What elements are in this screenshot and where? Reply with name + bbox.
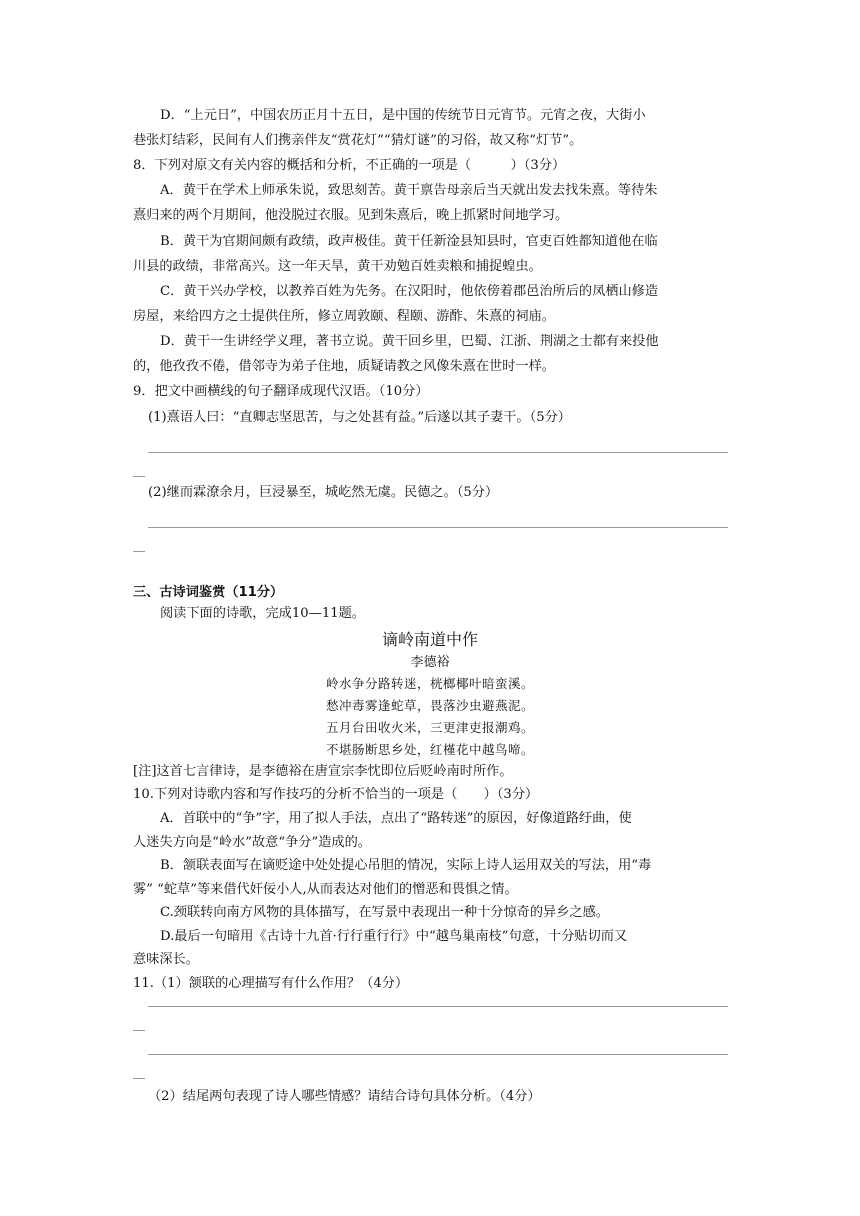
q10-option-b-line1: B．颔联表面写在谪贬途中处处提心吊胆的情况，实际上诗人运用双关的写法，用“毒 [160,858,652,873]
q7-option-d-line2: 巷张灯结彩，民间有人们携亲伴友“赏花灯”“猜灯谜”的习俗，故又称“灯节”。 [133,133,583,148]
q10-option-a-line1: A．首联中的“争”字，用了拟人手法，点出了“路转迷”的原因，好像道路纡曲，使 [160,811,632,826]
section-3-heading: 三、古诗词鉴赏（11分） [133,585,284,600]
section-3-intro: 阅读下面的诗歌，完成10—11题。 [160,606,365,621]
q8-option-a-line2: 熹归来的两个月期间，他没脱过衣服。见到朱熹后，晚上抓紧时间地学习。 [133,208,569,223]
q8-option-d-line1: D．黄干一生讲经学义理，著书立说。黄干回乡里，巴蜀、江浙、荆湖之士都有来投他 [160,334,659,349]
q10-option-d-line1: D.最后一句暗用《古诗十九首·行行重行行》中“越鸟巢南枝”句意，十分贴切而又 [160,929,628,944]
answer-line-tail [133,551,145,552]
q11-sub-question-2: （2）结尾两句表现了诗人哪些情感？请结合诗句具体分析。（4分） [148,1089,541,1104]
q9-stem: 9．把文中画横线的句子翻译成现代汉语。（10分） [133,384,429,399]
answer-line-tail [133,1078,145,1079]
poem-author: 李德裕 [410,655,450,670]
answer-line[interactable] [148,1006,728,1007]
poem-note: [注]这首七言律诗，是李德裕在唐宣宗李忱即位后贬岭南时所作。 [133,764,513,779]
poem-line: 岭水争分路转迷，桄榔椰叶暗蛮溪。 [325,676,534,691]
answer-line-tail [133,476,145,477]
q8-option-c-line2: 房屋，来给四方之士提供住所，修立周敦颐、程颐、游酢、朱熹的祠庙。 [133,309,555,324]
q7-option-d-line1: D．“上元日”，中国农历正月十五日，是中国的传统节日元宵节。元宵之夜，大街小 [160,108,646,123]
q8-option-a-line1: A．黄干在学术上师承朱说，致思刻苦。黄干禀告母亲后当天就出发去找朱熹。等待朱 [160,183,658,198]
q10-option-a-line2: 人迷失方向是“岭水”故意“争分”造成的。 [133,835,371,850]
q8-option-c-line1: C．黄干兴办学校，以教养百姓为先务。在汉阳时，他依傍着郡邑治所后的凤栖山修造 [160,284,659,299]
q10-option-d-line2: 意味深长。 [133,952,199,967]
poem-line: 愁冲毒雾逢蛇草，畏落沙虫避燕泥。 [325,698,534,713]
q8-option-d-line2: 的，他孜孜不倦，借邻寺为弟子住地，质疑请教之风像朱熹在世时一样。 [133,359,555,374]
q8-option-b-line2: 川县的政绩，非常高兴。这一年天旱，黄干劝勉百姓卖粮和捕捉蝗虫。 [133,259,542,274]
q9-sentence-1: (1)熹语人曰：“直卿志坚思苦，与之处甚有益。”后遂以其子妻干。（5分） [148,410,571,425]
answer-line[interactable] [148,452,728,453]
poem-line: 五月台田收火米，三更津吏报潮鸡。 [325,720,534,735]
q8-stem: 8．下列对原文有关内容的概括和分析，不正确的一项是（ ）（3分） [133,158,566,173]
q11-stem: 11.（1）颔联的心理描写有什么作用？（4分） [133,976,409,991]
q9-sentence-2: (2)继而霖潦余月，巨浸暴至，城屹然无虞。民德之。（5分） [148,485,499,500]
answer-line[interactable] [148,1054,728,1055]
answer-line-tail [133,1030,145,1031]
poem-title: 谪岭南道中作 [381,630,478,649]
q10-option-b-line2: 雾” “蛇草”等来借代奸佞小人,从而表达对他们的憎恶和畏惧之情。 [133,882,518,897]
q10-stem: 10.下列对诗歌内容和写作技巧的分析不恰当的一项是（ ）（3分） [133,787,539,802]
q10-option-c: C.颈联转向南方风物的具体描写，在写景中表现出一种十分惊奇的异乡之感。 [160,905,609,920]
answer-line[interactable] [148,527,728,528]
poem-line: 不堪肠断思乡处，红槿花中越鸟啼。 [325,742,534,757]
q8-option-b-line1: B．黄干为官期间颇有政绩，政声极佳。黄干任新淦县知县时，官吏百姓都知道他在临 [160,234,658,249]
